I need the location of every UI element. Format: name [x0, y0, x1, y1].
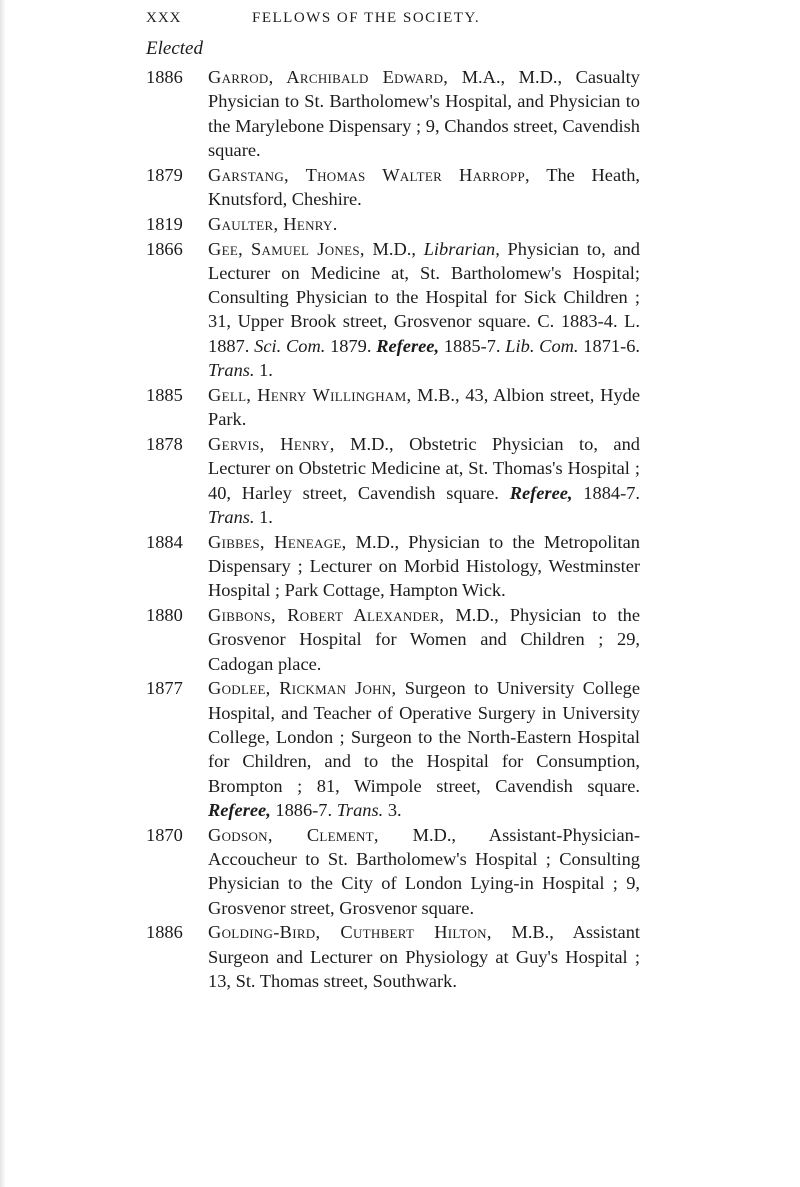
fellow-name: Gibbes, Heneage,: [208, 531, 347, 552]
entry-text: [208, 65, 640, 162]
fellow-entry: [0, 676, 640, 822]
fellow-name: Garstang, Thomas Walter Harropp,: [208, 164, 530, 185]
fellow-entry: [0, 65, 640, 162]
italic-text: Sci. Com.: [254, 335, 326, 356]
page-number: XXX: [146, 10, 182, 26]
entry-detail: 1885-7.: [439, 335, 506, 356]
election-year: 1878: [146, 433, 183, 454]
entry-text: [208, 212, 640, 236]
fellow-entry: [0, 823, 640, 920]
entry-detail: Surgeon to University College Hospital, and Teacher of Operative Surgery in University College, London ; Surgeon to the North-Eastern Hospital for Children, and to the Hospital for Consumption, Brompton ; 81, Wimpole street, Cavendish square.: [208, 678, 640, 796]
fellow-entry: [0, 603, 640, 676]
fellow-name: Garrod, Archibald Edward,: [208, 67, 449, 87]
entry-text: [208, 676, 640, 822]
entry-text: [208, 823, 640, 920]
fellow-entry: [0, 432, 640, 529]
fellow-name: Godlee, Rickman John,: [208, 678, 397, 699]
entry-detail: M.D.,: [364, 238, 424, 259]
election-year: 1879: [146, 164, 183, 185]
fellow-name: Golding-Bird, Cuthbert Hilton,: [208, 922, 492, 943]
entry-detail: M.D., Physician to the Metropolitan Dispensary ; Lecturer on Morbid Histology, Westminster Hospital ; Park Cottage, Hampton Wick.: [208, 531, 640, 601]
entry-detail: 1.: [254, 360, 273, 381]
fellow-entry: [0, 920, 640, 993]
fellow-entry: [0, 212, 640, 236]
entry-detail: M.D., Obstetric Physician to, and Lecturer on Obstetric Medicine at, St. Thomas's Hospital ; 40, Harley street, Cavendish square.: [208, 433, 640, 503]
election-year: 1885: [146, 384, 183, 405]
entry-detail: 3.: [383, 799, 402, 820]
election-year: 1870: [146, 824, 183, 845]
fellow-name: Gervis, Henry,: [208, 433, 335, 454]
entry-text: [208, 237, 640, 383]
entry-detail: M.A., M.D., Casualty Physician to St. Bartholomew's Hospital, and Physician to the Marylebone Dispensary ; 9, Chandos street, Cavendish square.: [208, 67, 640, 160]
entry-text: [208, 383, 640, 432]
entry-detail: 1879.: [325, 335, 377, 356]
entry-detail: 1.: [254, 506, 273, 527]
entry-detail: M.D., Physician to the Grosvenor Hospital for Women and Children ; 29, Cadogan place.: [208, 605, 641, 674]
fellow-name: Godson, Clement,: [208, 824, 379, 845]
fellow-entry: [0, 163, 640, 212]
election-year: 1866: [146, 238, 183, 259]
italic-text: Lib. Com.: [505, 335, 579, 356]
entry-detail: M.B., Assistant Surgeon and Lecturer on Physiology at Guy's Hospital ; 13, St. Thomas street, Southwark.: [208, 922, 641, 991]
elected-column-label: Elected: [146, 38, 203, 59]
entry-detail: Physician to, and Lecturer on Medicine at, St. Bartholomew's Hospital; Consulting Physician to the Hospital for Sick Children ; 31, Upper Brook street, Grosvenor square. C. 1883-4. L. 1887.: [208, 238, 641, 356]
italic-text: Librarian,: [423, 238, 500, 259]
election-year: 1884: [146, 531, 183, 552]
referee-label: Referee,: [208, 799, 271, 820]
entry-detail: M.B., 43, Albion street, Hyde Park.: [208, 384, 641, 430]
running-head: FELLOWS OF THE SOCIETY.: [252, 10, 481, 26]
fellow-entry: [0, 383, 640, 432]
entry-detail: 1886-7.: [270, 799, 337, 820]
entry-text: [208, 603, 640, 676]
entry-text: [208, 530, 640, 603]
referee-label: Referee,: [509, 482, 573, 503]
fellow-name: Gee, Samuel Jones,: [208, 238, 365, 259]
fellows-list: [0, 65, 800, 994]
italic-text: Trans.: [336, 799, 384, 820]
election-year: 1880: [146, 605, 183, 626]
entry-detail: 1871-6.: [578, 335, 640, 356]
fellow-name: Gibbons, Robert Alexander,: [208, 605, 445, 626]
italic-text: Trans.: [208, 506, 255, 527]
election-year: 1819: [146, 213, 183, 234]
entry-text: [208, 920, 640, 993]
entry-text: [208, 432, 640, 529]
fellow-name: Gell, Henry Willingham,: [208, 384, 412, 405]
entry-detail: The Heath, Knutsford, Cheshire.: [208, 164, 641, 209]
entry-text: [208, 163, 640, 212]
election-year: 1877: [146, 678, 183, 699]
fellow-entry: [0, 237, 640, 383]
election-year: 1886: [146, 922, 183, 943]
fellow-name: Gaulter, Henry.: [208, 213, 338, 234]
italic-text: Trans.: [208, 360, 255, 381]
entry-detail: 1884-7.: [572, 482, 641, 503]
page-header: [0, 6, 800, 30]
election-year: 1886: [146, 67, 183, 87]
fellow-entry: [0, 530, 640, 603]
entry-detail: M.D., Assistant-Physician-Accoucheur to St. Bartholomew's Hospital ; Consulting Physician to the City of London Lying-in Hospital ; 9, Grosvenor street, Grosvenor square.: [208, 824, 641, 918]
referee-label: Referee,: [376, 335, 440, 356]
